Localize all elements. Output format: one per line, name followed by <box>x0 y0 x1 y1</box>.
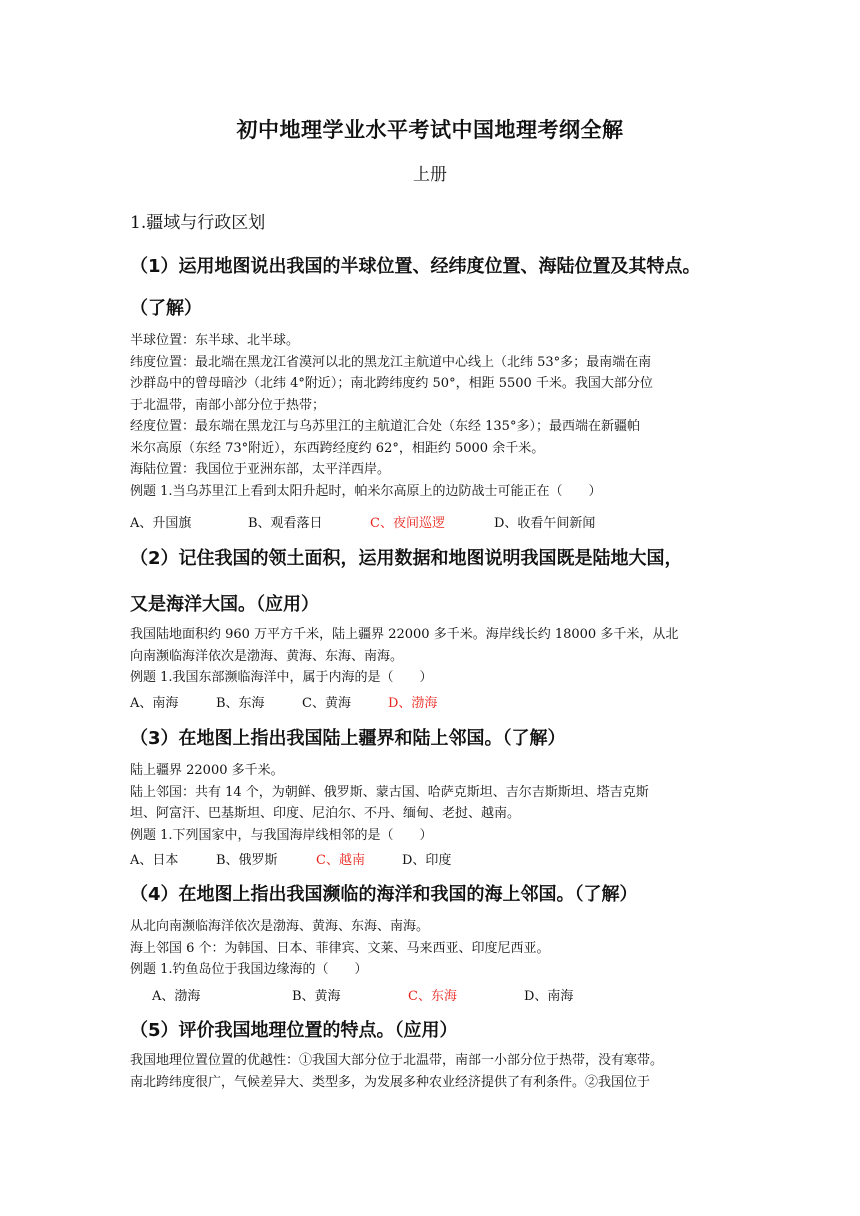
text-line: 我国地理位置位置的优越性：①我国大部分位于北温带，南部一小部分位于热带，没有寒带。 <box>130 1053 664 1068</box>
question-stem: 例题 1.下列国家中，与我国海岸线相邻的是（ ） <box>130 827 433 843</box>
question-stem: 例题 1.当乌苏里江上看到太阳升起时，帕米尔高原上的边防战士可能正在（ ） <box>130 483 602 499</box>
option-d: D、南海 <box>524 989 574 1004</box>
section-5-heading: （5）评价我国地理位置的特点。（应用） <box>130 1020 458 1041</box>
option-d: D、收看午间新闻 <box>494 516 596 531</box>
text-line: 半球位置：东半球、北半球。 <box>130 333 300 348</box>
text-line: 坦、阿富汗、巴基斯坦、印度、尼泊尔、不丹、缅甸、老挝、越南。 <box>130 806 521 821</box>
volume-label: 上册 <box>413 165 447 185</box>
text-line: 海陆位置：我国位于亚洲东部，太平洋西岸。 <box>130 462 391 477</box>
option-c-answer: C、夜间巡逻 <box>370 516 445 531</box>
option-b: B、黄海 <box>292 989 341 1004</box>
section-1-heading-tail: （了解） <box>130 298 202 319</box>
option-b: B、观看落日 <box>248 516 323 531</box>
option-c: C、黄海 <box>302 696 351 711</box>
chapter-heading: 1.疆域与行政区划 <box>130 213 266 233</box>
text-line: 向南濒临海洋依次是渤海、黄海、东海、南海。 <box>130 648 404 664</box>
text-line: 米尔高原（东经 73°附近），东西跨经度约 62°，相距约 5000 余千米。 <box>130 440 545 456</box>
text-line: 海上邻国 6 个：为韩国、日本、菲律宾、文莱、马来西亚、印度尼西亚。 <box>130 940 550 956</box>
text-line: 陆上疆界 22000 多千米。 <box>130 763 284 778</box>
option-a: A、南海 <box>130 696 179 711</box>
option-d-answer: D、渤海 <box>388 696 438 711</box>
option-b: B、俄罗斯 <box>216 853 278 868</box>
text-line: 沙群岛中的曾母暗沙（北纬 4°附近）；南北跨纬度约 50°，相距 5500 千米。我国大部分位 <box>130 376 653 391</box>
option-a: A、日本 <box>130 853 179 868</box>
text-line: 从北向南濒临海洋依次是渤海、黄海、东海、南海。 <box>130 919 430 934</box>
section-4-heading: （4）在地图上指出我国濒临的海洋和我国的海上邻国。（了解） <box>130 884 638 905</box>
section-4-body <box>130 916 736 981</box>
section-2-heading-tail: 又是海洋大国。（应用） <box>130 594 319 615</box>
text-line: 南北跨纬度很广，气候差异大、类型多，为发展多种农业经济提供了有利条件。②我国位于 <box>130 1074 651 1090</box>
option-c-answer: C、越南 <box>316 853 365 868</box>
section-1-body <box>130 330 736 502</box>
section-2-body <box>130 624 736 689</box>
section-5-body <box>130 1050 736 1093</box>
option-a: A、渤海 <box>152 989 201 1004</box>
question-stem: 例题 1.我国东部濒临海洋中，属于内海的是（ ） <box>130 670 433 685</box>
section-3-heading: （3）在地图上指出我国陆上疆界和陆上邻国。（了解） <box>130 728 566 749</box>
option-c-answer: C、东海 <box>408 989 457 1004</box>
text-line: 于北温带，南部小部分位于热带； <box>130 397 326 413</box>
section-3-body <box>130 760 736 846</box>
option-d: D、印度 <box>402 853 452 868</box>
option-b: B、东海 <box>216 696 265 711</box>
text-line: 陆上邻国：共有 14 个，为朝鲜、俄罗斯、蒙古国、哈萨克斯坦、吉尔吉斯斯坦、塔吉克斯 <box>130 784 649 800</box>
text-line: 经度位置：最东端在黑龙江与乌苏里江的主航道汇合处（东经 135°多）；最西端在新疆帕 <box>130 419 640 434</box>
option-a: A、升国旗 <box>130 516 192 531</box>
section-2-heading: （2）记住我国的领土面积，运用数据和地图说明我国既是陆地大国， <box>130 548 683 569</box>
text-line: 纬度位置：最北端在黑龙江省漠河以北的黑龙江主航道中心线上（北纬 53°多；最南端在南 <box>130 354 652 370</box>
document-title: 初中地理学业水平考试中国地理考纲全解 <box>236 118 624 142</box>
section-1-heading: （1）运用地图说出我国的半球位置、经纬度位置、海陆位置及其特点。 <box>130 256 701 277</box>
question-stem: 例题 1.钓鱼岛位于我国边缘海的（ ） <box>130 962 368 977</box>
text-line: 我国陆地面积约 960 万平方千米，陆上疆界 22000 多千米。海岸线长约 18000 多千米，从北 <box>130 627 679 642</box>
